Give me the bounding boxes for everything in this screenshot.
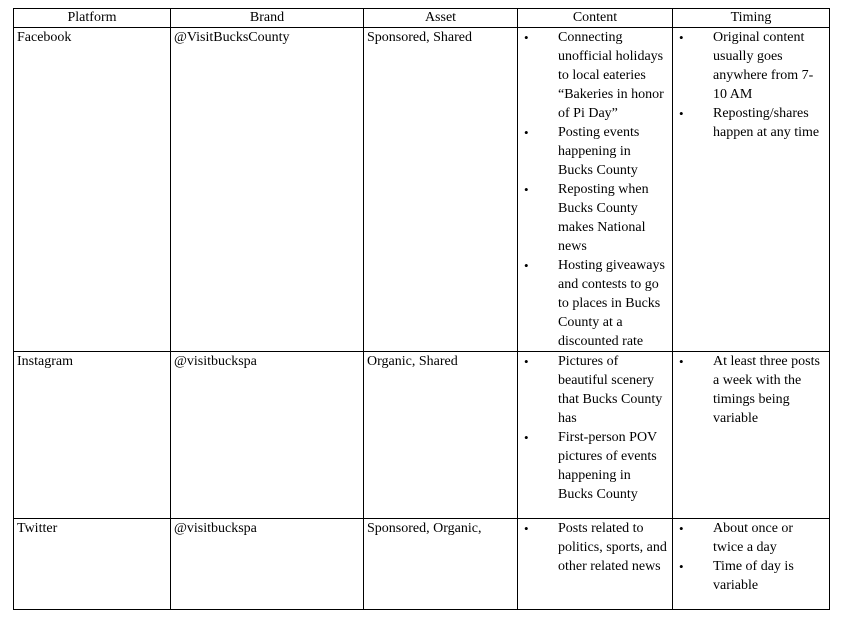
content-list (521, 28, 669, 351)
list-item: • Hosting giveaways and contests to go to places in Bucks County at a discounted rate (521, 256, 669, 351)
list-item: • Posts related to politics, sports, and other related news (521, 519, 669, 576)
content-list (521, 352, 669, 504)
asset-cell: Sponsored, Organic, (364, 519, 518, 610)
platform-cell: Twitter (14, 519, 171, 610)
asset-cell: Organic, Shared (364, 352, 518, 519)
content-list (521, 519, 669, 576)
list-item: • Connecting unofficial holidays to local eateries “Bakeries in honor of Pi Day” (521, 28, 669, 123)
list-item: • Pictures of beautiful scenery that Bucks County has (521, 352, 669, 428)
timing-cell (673, 28, 830, 352)
list-item: • Original content usually goes anywhere from 7-10 AM (676, 28, 826, 104)
platform-cell: Facebook (14, 28, 171, 352)
timing-cell (673, 352, 830, 519)
timing-list (676, 28, 826, 142)
timing-list (676, 352, 826, 428)
list-item: • Reposting/shares happen at any time (676, 104, 826, 142)
table-row (14, 519, 830, 610)
list-item: • Reposting when Bucks County makes National news (521, 180, 669, 256)
header-content: Content (518, 9, 673, 28)
header-row (14, 9, 830, 28)
list-item: • At least three posts a week with the timings being variable (676, 352, 826, 428)
brand-cell: @visitbuckspa (171, 352, 364, 519)
header-platform: Platform (14, 9, 171, 28)
asset-cell: Sponsored, Shared (364, 28, 518, 352)
brand-cell: @visitbuckspa (171, 519, 364, 610)
table-row (14, 28, 830, 352)
table-row (14, 352, 830, 519)
list-item: • About once or twice a day (676, 519, 826, 557)
header-asset: Asset (364, 9, 518, 28)
timing-list (676, 519, 826, 595)
platform-cell: Instagram (14, 352, 171, 519)
list-item: • First-person POV pictures of events happening in Bucks County (521, 428, 669, 504)
content-cell (518, 519, 673, 610)
header-brand: Brand (171, 9, 364, 28)
list-item: • Posting events happening in Bucks County (521, 123, 669, 180)
content-cell (518, 352, 673, 519)
content-cell (518, 28, 673, 352)
header-timing: Timing (673, 9, 830, 28)
social-media-table (13, 8, 830, 610)
list-item: • Time of day is variable (676, 557, 826, 595)
timing-cell (673, 519, 830, 610)
brand-cell: @VisitBucksCounty (171, 28, 364, 352)
